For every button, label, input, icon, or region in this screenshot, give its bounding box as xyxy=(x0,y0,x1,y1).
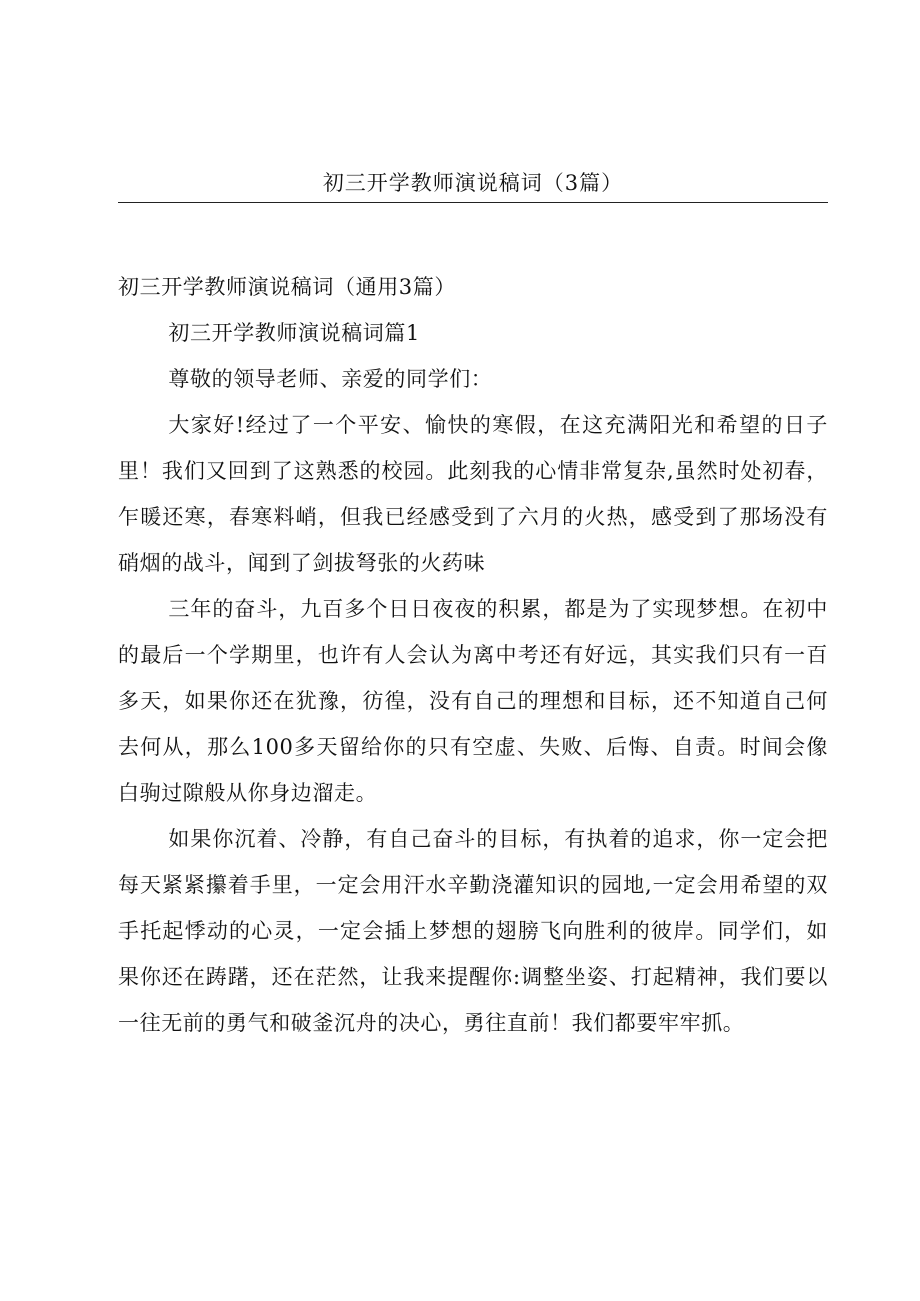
section-heading: 初三开学教师演说稿词篇1 xyxy=(168,321,420,345)
document-subtitle: 初三开学教师演说稿词（通用3篇） xyxy=(118,275,456,299)
greeting: 尊敬的领导老师、亲爱的同学们： xyxy=(168,367,493,391)
paragraph: 如果你沉着、冷静，有自己奋斗的目标，有执着的追求，你一定会把每天紧紧攥着手里，一定会用汗水辛勤浇灌知识的园地,一定会用希望的双手托起悸动的心灵，一定会插上梦想的翅膀飞向胜利的彼岸。同学们，如果你还在踌躇，还在茫然，让我来提醒你:调整坐姿、打起精神，我们要以一往无前的勇气和破釜沉舟的决心，勇往直前！我们都要牢牢抓。 xyxy=(118,827,828,1035)
document-body xyxy=(118,264,828,1046)
paragraph: 大家好!经过了一个平安、愉快的寒假，在这充满阳光和希望的日子里！我们又回到了这熟悉的校园。此刻我的心情非常复杂,虽然时处初春，乍暖还寒，春寒料峭，但我已经感受到了六月的火热，感受到了那场没有硝烟的战斗，闻到了剑拔弩张的火药味 xyxy=(118,413,828,575)
paragraph: 三年的奋斗，九百多个日日夜夜的积累，都是为了实现梦想。在初中的最后一个学期里，也许有人会认为离中考还有好远，其实我们只有一百多天，如果你还在犹豫，彷徨，没有自己的理想和目标，还不知道自己何去何从，那么100多天留给你的只有空虚、失败、后悔、自责。时间会像白驹过隙般从你身边溜走。 xyxy=(118,597,828,805)
page-header xyxy=(118,168,828,203)
page-title: 初三开学教师演说稿词（3篇） xyxy=(322,171,624,195)
